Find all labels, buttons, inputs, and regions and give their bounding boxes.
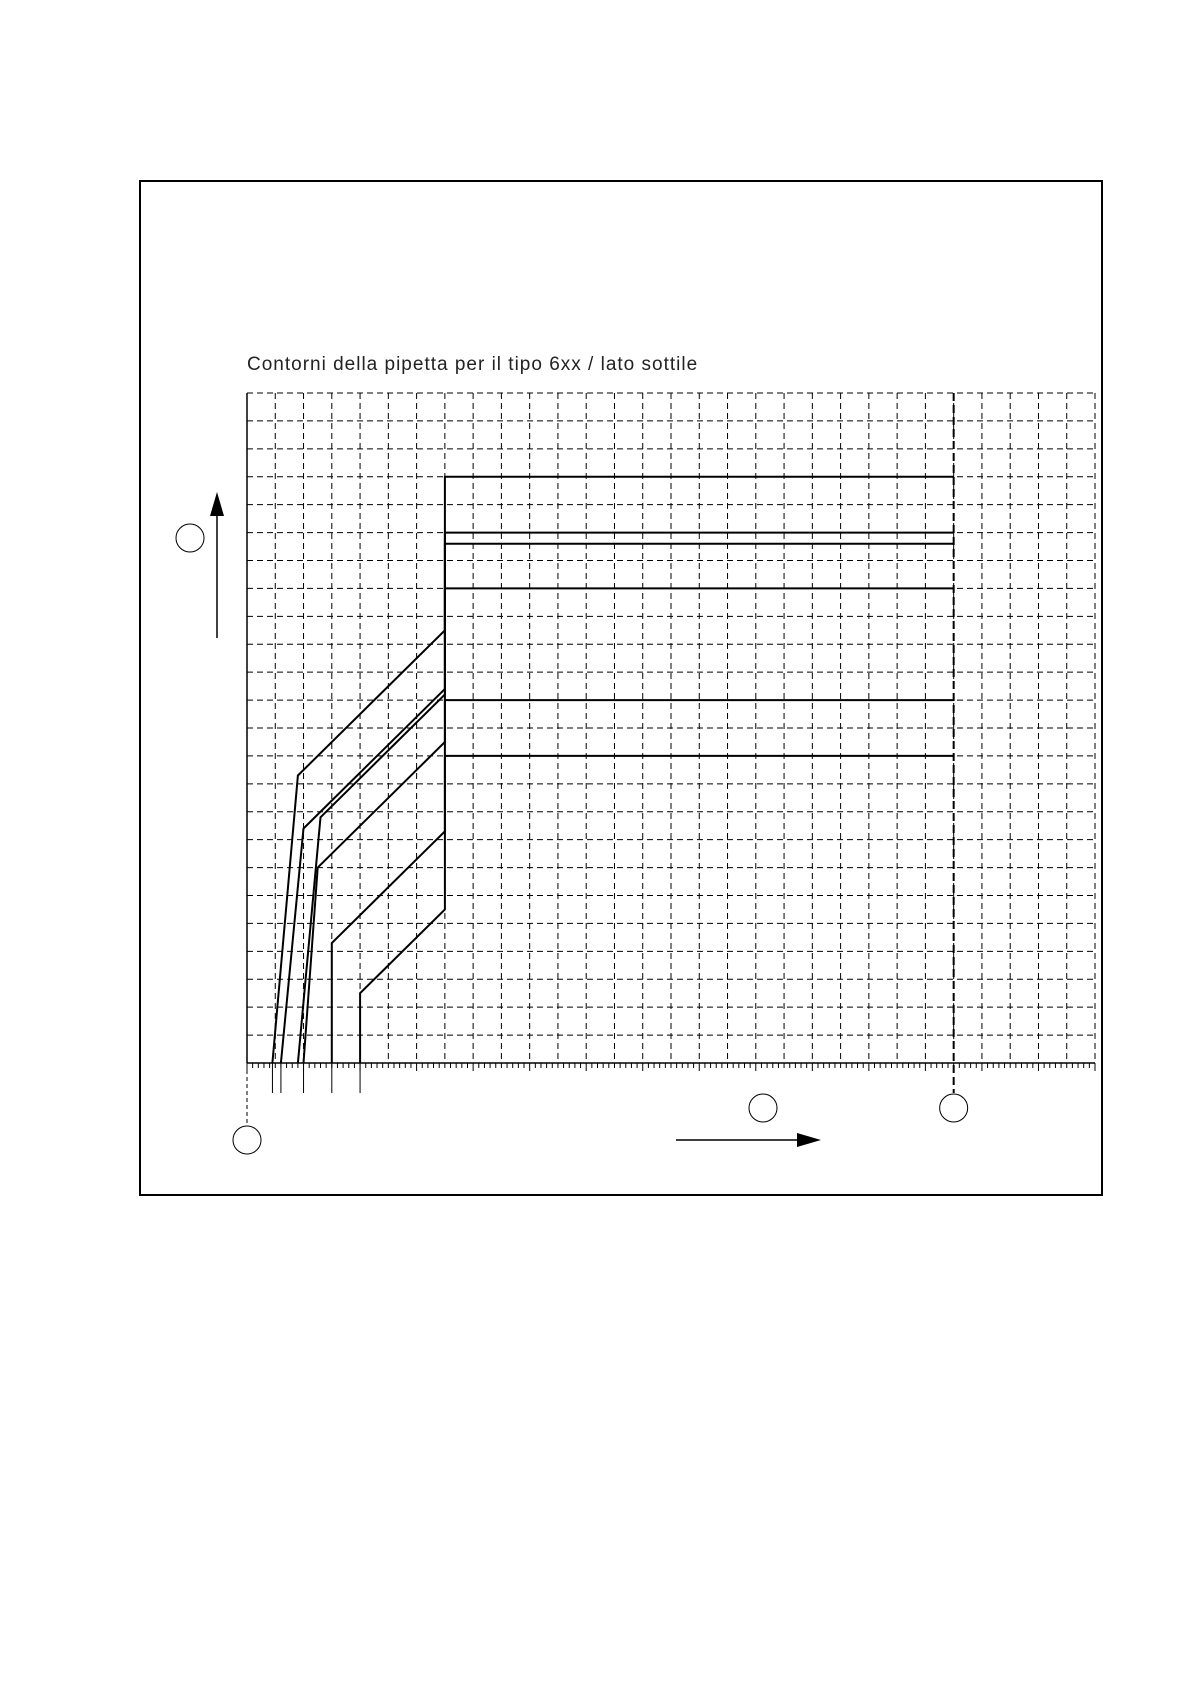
drawing-frame xyxy=(139,180,1103,1196)
series-line-5 xyxy=(360,756,954,1063)
arrow-up-head xyxy=(210,492,224,516)
labels-group xyxy=(272,1063,360,1093)
series-line-1 xyxy=(281,533,954,1063)
callout-circle xyxy=(233,1126,261,1154)
callout-circle xyxy=(940,1094,968,1122)
callouts-group xyxy=(176,492,968,1154)
chart-title: Contorni della pipetta per il tipo 6xx / lato sottile xyxy=(247,354,699,375)
pipette-contour-chart xyxy=(141,182,1105,1198)
series-line-0 xyxy=(272,477,953,1063)
arrow-right-head xyxy=(797,1133,821,1147)
callout-circle xyxy=(749,1094,777,1122)
series-group xyxy=(272,393,953,1093)
series-line-2 xyxy=(298,544,954,1063)
callout-circle xyxy=(176,524,204,552)
grid xyxy=(247,393,1095,1063)
series-line-3 xyxy=(304,588,954,1063)
